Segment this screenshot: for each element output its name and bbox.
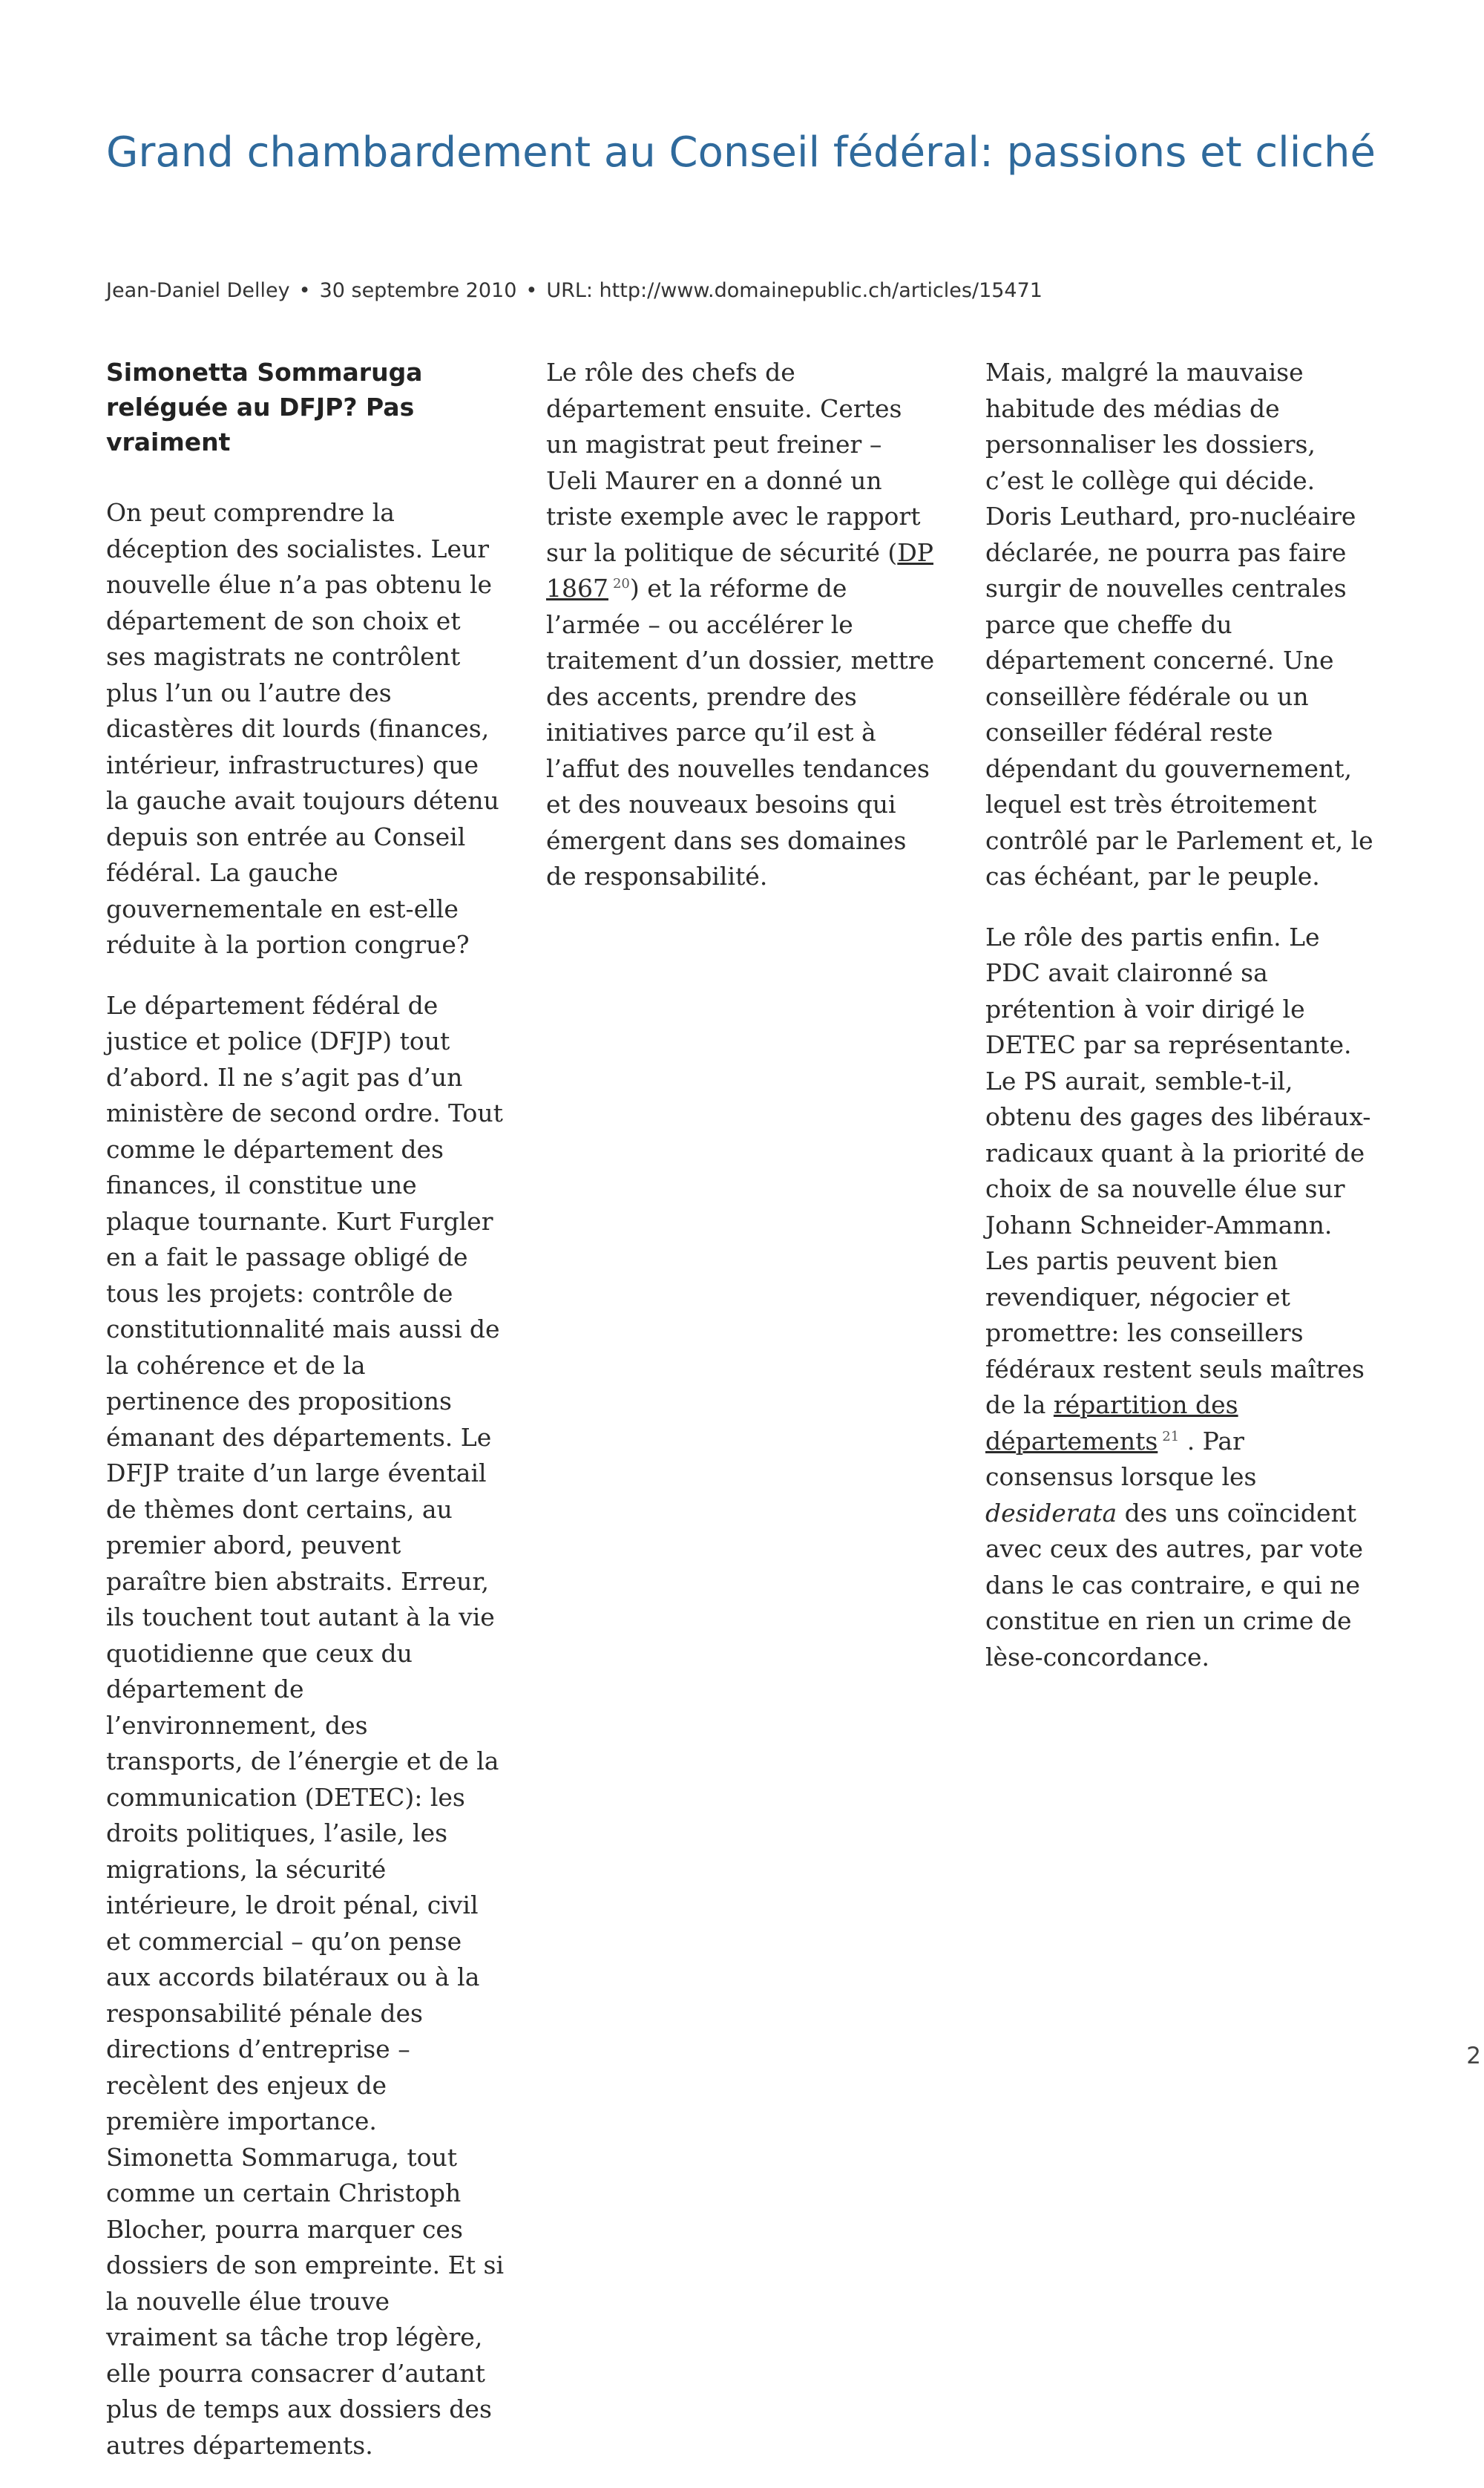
author: Jean-Daniel Delley bbox=[106, 279, 290, 302]
paragraph-5-text-c: des uns coïncident avec ceux des autres, par vote dans le cas contraire, e qui ne constitue en rien un crime de lèse-concordance. bbox=[985, 1498, 1364, 1672]
dp-1867-link[interactable]: DP 1867 bbox=[546, 537, 933, 603]
paragraph-1: On peut comprendre la déception des socialistes. Leur nouvelle élue n’a pas obtenu le département de son choix et ses magistrats ne contrôlent plus l’un ou l’autre des dicastères dit lourds (finances, intérieur, infrastructures) que la gauche avait toujours détenu depuis son entrée au Conseil fédéral. La gauche gouvernementale en est-elle réduite à la portion congrue? bbox=[106, 498, 499, 959]
paragraph-3-text-a: Le rôle des chefs de département ensuite. Certes un magistrat peut freiner – Ueli Maurer en a donné un triste exemple avec le rapport sur la politique de sécurité ( bbox=[546, 358, 921, 567]
column-1 bbox=[106, 355, 507, 2488]
section-subheading: Simonetta Sommaruga reléguée au DFJP? Pas vraiment bbox=[106, 358, 423, 456]
bullet-separator: • bbox=[298, 279, 311, 302]
paragraph-3 bbox=[546, 355, 936, 895]
footnote-ref-21[interactable]: 21 bbox=[1162, 1428, 1180, 1444]
paragraph-3-text-b: ) et la réforme de l’armée – ou accélérer le traitement d’un dossier, mettre des accents, prendre des initiatives parce qu’il est à l’affut des nouvelles tendances et des nouveaux besoins qui émergent dans ses domaines de responsabilité. bbox=[546, 574, 935, 891]
byline bbox=[106, 276, 1397, 306]
article-url[interactable]: URL: http://www.domainepublic.ch/articles/15471 bbox=[546, 279, 1043, 302]
desiderata-emphasis: desiderata bbox=[985, 1498, 1117, 1528]
page-number: 2 bbox=[1466, 2043, 1481, 2069]
article-title: Grand chambardement au Conseil fédéral: passions et cliché bbox=[106, 128, 1376, 177]
repartition-link[interactable]: répartition des départements bbox=[985, 1390, 1238, 1456]
publication-date: 30 septembre 2010 bbox=[319, 279, 517, 302]
paragraph-2: Le département fédéral de justice et police (DFJP) tout d’abord. Il ne s’agit pas d’un ministère de second ordre. Tout comme le département des finances, il constitue une plaque tournante. Kurt Furgler en a fait le passage obligé de tous les projets: contrôle de constitutionnalité mais aussi de la cohérence et de la pertinence des propositions émanant des départements. Le DFJP traite d’un large éventail de thèmes dont certains, au premier abord, peuvent paraître bien abstraits. Erreur, ils touchent tout autant à la vie quotidienne que ceux du département de l’environnement, des transports, de l’énergie et de la communication (DETEC): les droits politiques, l’asile, les migrations, la sécurité intérieure, le droit pénal, civil et commercial – qu’on pense aux accords bilatéraux ou à la responsabilité pénale des directions d’entreprise – recèlent des enjeux de première importance. Simonetta Sommaruga, tout comme un certain Christoph Blocher, pourra marquer ces dossiers de son empreinte. Et si la nouvelle élue trouve vraiment sa tâche trop légère, elle pourra consacrer d’autant plus de temps aux dossiers des autres départements. bbox=[106, 990, 504, 2460]
paragraph-5-text-a: Le rôle des partis enfin. Le PDC avait claironné sa prétention à voir dirigé le DETEC par sa représentante. Le PS aurait, semble-t-il, obtenu des gages des libéraux-radicaux quant à la priorité de choix de sa nouvelle élue sur Johann Schneider-Ammann. Les partis peuvent bien revendiquer, négocier et promettre: les conseillers fédéraux restent seuls maîtres de la bbox=[985, 922, 1371, 1419]
paragraph-4: Mais, malgré la mauvaise habitude des médias de personnaliser les dossiers, c’est le collège qui décide. Doris Leuthard, pro-nucléaire déclarée, ne pourra pas faire surgir de nouvelles centrales parce que cheffe du département concerné. Une conseillère fédérale ou un conseiller fédéral reste dépendant du gouvernement, lequel est très étroitement contrôlé par le Parlement et, le cas échéant, par le peuple. bbox=[985, 358, 1373, 891]
bullet-separator: • bbox=[525, 279, 538, 302]
footnote-ref-20[interactable]: 20 bbox=[612, 576, 630, 592]
column-2 bbox=[546, 355, 936, 920]
paragraph-5-text-b: . Par consensus lorsque les bbox=[985, 1426, 1257, 1491]
column-3 bbox=[985, 355, 1375, 1700]
paragraph-5 bbox=[985, 920, 1375, 1676]
